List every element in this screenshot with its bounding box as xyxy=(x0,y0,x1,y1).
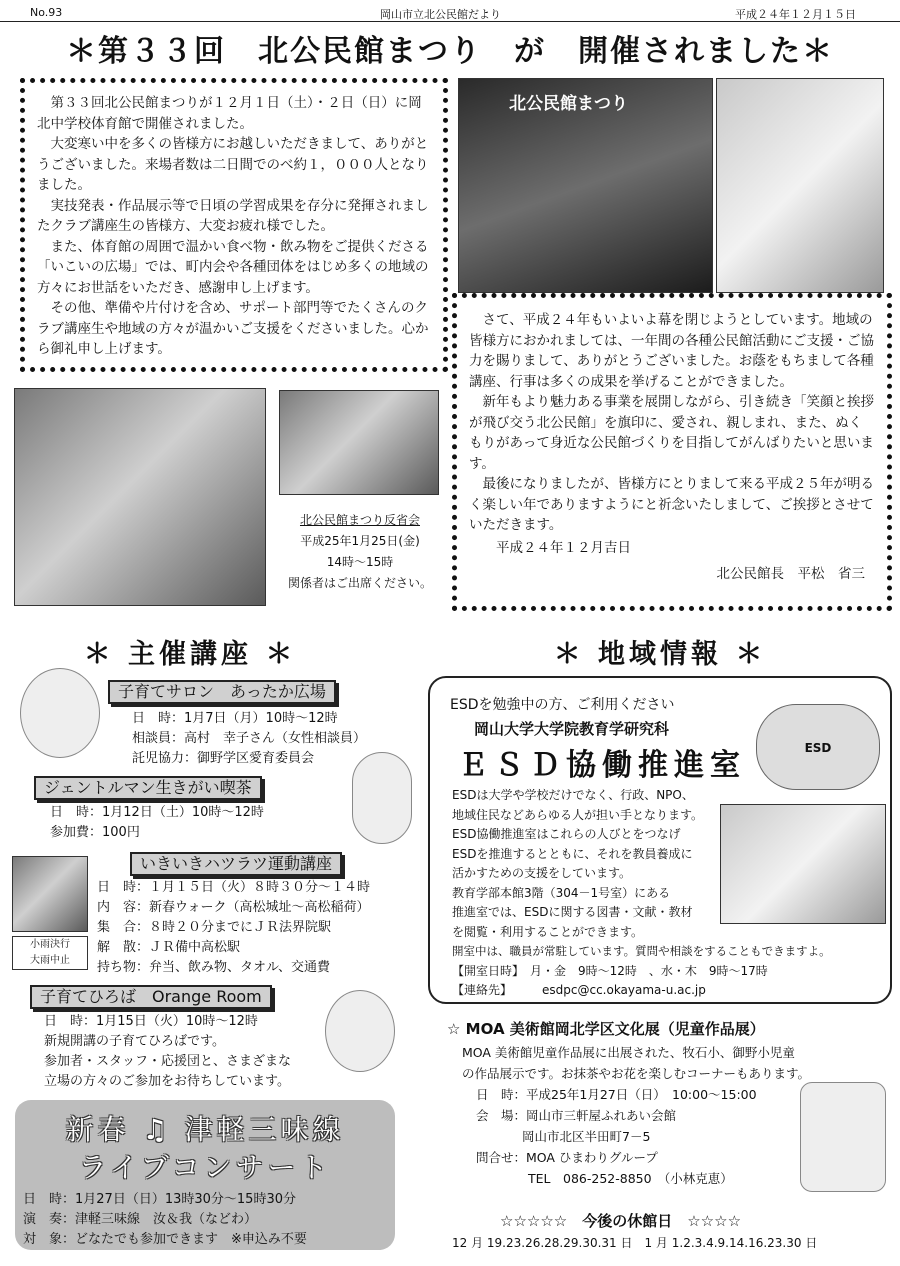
exercise-line: 解 散：ＪＲ備中高松駅 xyxy=(97,940,241,955)
salon-title: 子育てサロン あったか広場 xyxy=(108,680,336,704)
greeting-paragraph: 新年もより魅力ある事業を展開しながら、引き続き「笑顔と挨拶が飛び交う北公民館」を旗印に、愛され、親しまれ、また、ぬくもりがあって身近な公民館づくりを目指してがんばりたいと思います。 xyxy=(469,394,874,472)
esd-line: 推進室では、ESDに関する図書・文献・教材 xyxy=(452,905,693,919)
baby-illustration xyxy=(20,668,100,758)
moa-details xyxy=(462,1042,810,1189)
weather-badge-line: 小雨決行 xyxy=(30,939,70,950)
salon-details xyxy=(132,709,366,769)
concert-line: 対 象：どなたでも参加できます ※申込み不要 xyxy=(23,1232,307,1247)
moa-line: TEL 086-252-8850 （小林克恵） xyxy=(528,1171,733,1186)
holidays-title: ☆☆☆☆☆ 今後の休館日 ☆☆☆☆ xyxy=(500,1212,742,1230)
esd-line: 地域住民などあらゆる人が担い手となります。 xyxy=(452,807,704,822)
holidays-dates: 12 月 19.23.26.28.29.30.31 日 1 月 1.2.3.4.9.14.16.23.30 日 xyxy=(452,1236,818,1250)
shrine-gate-photo xyxy=(12,856,88,932)
moa-line: 日 時：平成25年1月27日（日） 10:00～15:00 xyxy=(476,1087,757,1102)
esd-name: ＥＳＤ協働推進室 xyxy=(458,748,746,783)
child-painting-illustration xyxy=(800,1082,886,1192)
concert-title-line1: 新春 ♫ 津軽三味線 xyxy=(65,1113,345,1146)
esd-org: 岡山大学大学院教育学研究科 xyxy=(474,720,670,738)
greeting-paragraph: さて、平成２４年もいよいよ幕を閉じようとしています。地域の皆様方におかれましては、一年間の各種公民館活動にご支援・ご協力を賜りまして、ありがとうございました。お蔭をもちまして各種講座、行事は多くの成果を挙げることができました。 xyxy=(469,312,874,390)
orange-room-line: 日 時：1月15日（火）10時～12時 xyxy=(44,1014,258,1029)
orange-room-details xyxy=(44,1012,291,1092)
review-meeting-notice xyxy=(279,510,441,606)
page-header xyxy=(0,4,900,22)
festival-paragraph: 大変寒い中を多くの皆様方にお越しいただきまして、ありがとうございました。来場者数は二日間でのべ約１，０００人となりました。 xyxy=(37,136,429,193)
quilt-photo xyxy=(279,390,439,495)
toddler-illustration xyxy=(325,990,395,1072)
esd-box xyxy=(428,676,892,1004)
concert-line: 日 時：1月27日（日）13時30分～15時30分 xyxy=(23,1192,296,1207)
esd-intro: ESDを勉強中の方、ご利用ください xyxy=(450,697,675,713)
festival-paragraph: その他、準備や片付けを含め、サポート部門等でたくさんのクラブ講座生や地域の方々が温かいご支援をくださいました。心から御礼申し上げます。 xyxy=(37,300,429,357)
moa-line: 岡山市北区半田町7－5 xyxy=(522,1129,651,1144)
esd-line: ESDを推進するとともに、それを教員養成に xyxy=(452,846,693,861)
salon-line: 託児協力：御野学区愛育委員会 xyxy=(132,751,315,766)
esd-description xyxy=(452,786,831,1001)
salon-line: 日 時：1月7日（月）10時～12時 xyxy=(132,711,338,726)
gentleman-line: 参加費：100円 xyxy=(50,825,140,840)
page-title: ＊第３３回 北公民館まつり が 開催されました＊ xyxy=(66,34,834,69)
concert-panel xyxy=(15,1100,395,1250)
stage-banner: 北公民館まつり xyxy=(509,94,628,114)
greeting-paragraph: 最後になりましたが、皆様方にとりまして来る平成２５年が明るく楽しい年でありますようにと祈念いたしまして、ご挨拶とさせていただきます。 xyxy=(469,476,874,533)
exercise-line: 内 容：新春ウォーク（高松城址～高松稲荷） xyxy=(97,900,370,915)
courses-heading: ＊ 主催講座 ＊ xyxy=(83,639,297,670)
concert-details xyxy=(15,1190,395,1250)
orange-room-line: 新規開講の子育てひろばです。 xyxy=(44,1034,225,1049)
flower-arrangement-photo xyxy=(716,78,884,293)
festival-paragraph: また、体育館の周囲で温かい食べ物・飲み物をご提供くださる「いこいの広場」では、町内会や各種団体をはじめ多くの地域の方々にお世話をいただき、感謝申し上げます。 xyxy=(37,238,429,296)
gentleman-title: ジェントルマン生きがい喫茶 xyxy=(34,776,262,800)
moa-line: 会 場：岡山市三軒屋ふれあい会館 xyxy=(476,1108,677,1123)
greeting-box xyxy=(452,293,892,611)
weather-badge xyxy=(12,936,88,970)
greeting-signature: 北公民館長 平松 省三 xyxy=(716,566,865,582)
orange-room-line: 参加者・スタッフ・応援団と、さまざまな xyxy=(44,1054,292,1069)
exercise-details xyxy=(97,878,370,978)
esd-line: 活かすための支援をしています。 xyxy=(452,866,632,880)
gentleman-illustration xyxy=(352,752,412,844)
esd-hours: 【開室日時】 月・金 9時～12時 、水・木 9時～17時 xyxy=(452,963,768,978)
esd-contact: 【連絡先】 esdpc@cc.okayama-u.ac.jp xyxy=(452,983,706,997)
review-meeting-note: 関係者はご出席ください。 xyxy=(287,576,432,590)
gentleman-details xyxy=(50,803,264,843)
esd-line: ESDは大学や学校だけでなく、行政、NPO、 xyxy=(452,788,694,802)
orange-room-title: 子育てひろば Orange Room xyxy=(30,985,272,1009)
review-meeting-title: 北公民館まつり反省会 xyxy=(299,513,420,527)
festival-paragraph: 実技発表・作品展示等で日頃の学習成果を存分に発揮されましたクラブ講座生の皆様方、大変お疲れ様でした。 xyxy=(37,197,429,234)
publication-name: 岡山市立北公民館だより xyxy=(380,8,501,21)
concert-line: 演 奏：津軽三味線 汝＆我（などわ） xyxy=(23,1212,258,1227)
esd-line: 教育学部本館3階（304－1号室）にある xyxy=(452,885,671,900)
gentleman-line: 日 時：1月12日（土）10時～12時 xyxy=(50,805,264,820)
exercise-line: 集 合：８時２０分までにＪＲ法界院駅 xyxy=(97,920,332,935)
review-meeting-date: 平成25年1月25日(金) xyxy=(300,534,420,548)
stage-performance-photo xyxy=(458,78,713,293)
issue-date: 平成２４年１２月１５日 xyxy=(735,8,856,21)
exercise-line: 日 時：１月１５日（火）８時３０分～１４時 xyxy=(97,880,371,895)
weather-badge-line: 大雨中止 xyxy=(30,955,70,966)
issue-number: No.93 xyxy=(30,6,63,19)
esd-line: を閲覧・利用することができます。 xyxy=(452,924,644,939)
festival-paragraph: 第３３回北公民館まつりが１２月１日（土）・２日（日）に岡北中学校体育館で開催されました。 xyxy=(37,95,422,132)
esd-line: 開室中は、職員が常駐しています。質問や相談をすることもできますよ。 xyxy=(452,944,831,958)
moa-line: 問合せ：MOA ひまわりグループ xyxy=(476,1150,658,1165)
exhibition-photo xyxy=(14,388,266,606)
salon-line: 相談員：高村 幸子さん（女性相談員） xyxy=(132,731,367,746)
exercise-line: 持ち物：弁当、飲み物、タオル、交通費 xyxy=(97,960,330,975)
regional-heading: ＊ 地域情報 ＊ xyxy=(553,639,767,670)
exercise-title: いきいきハツラツ運動講座 xyxy=(130,852,342,876)
concert-title-line2: ライブコンサート xyxy=(78,1151,332,1184)
orange-room-line: 立場の方々のご参加をお待ちしています。 xyxy=(44,1074,290,1089)
esd-line: ESD協働推進室はこれらの人びとをつなげ xyxy=(452,827,681,841)
moa-title: ☆ MOA 美術館岡北学区文化展（児童作品展） xyxy=(447,1020,765,1038)
esd-logo: ESD xyxy=(756,704,880,790)
greeting-date: 平成２４年１２月吉日 xyxy=(496,539,631,556)
moa-line: の作品展示です。お抹茶やお花を楽しむコーナーもあります。 xyxy=(462,1066,811,1081)
festival-report-box xyxy=(20,78,448,372)
review-meeting-time: 14時～15時 xyxy=(326,555,394,569)
moa-line: MOA 美術館児童作品展に出展された、牧石小、御野小児童 xyxy=(462,1045,795,1060)
